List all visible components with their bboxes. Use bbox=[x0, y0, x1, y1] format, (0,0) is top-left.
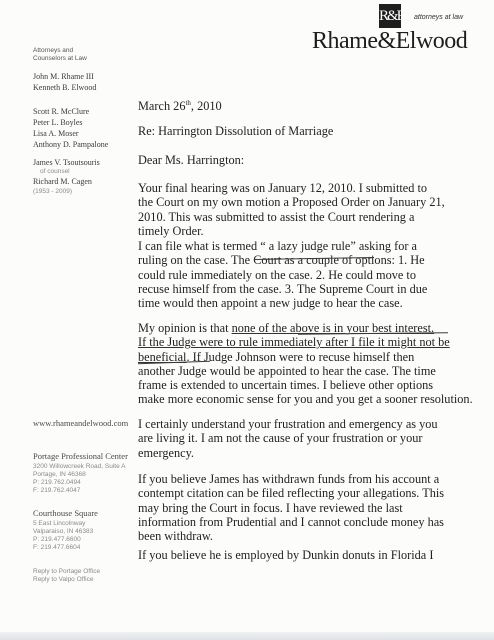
associate-name: Lisa A. Moser bbox=[33, 129, 79, 138]
partner-name: John M. Rhame III bbox=[33, 72, 94, 81]
partners-list bbox=[33, 71, 96, 93]
reply-to-options bbox=[33, 568, 100, 584]
address-line: F: 219.477.6604 bbox=[33, 544, 81, 551]
text-span: My opinion is that bbox=[138, 321, 232, 335]
text-line: Your final hearing was on January 12, 2010. I submitted to bbox=[138, 181, 428, 195]
address-line: Portage, IN 46368 bbox=[33, 471, 86, 478]
office-portage-title: Portage Professional Center bbox=[33, 451, 128, 461]
text-line: recuse himself from the case. 3. The Supreme Court in due bbox=[138, 281, 428, 296]
text-line: If you believe James has withdrawn funds from his account a bbox=[138, 472, 440, 486]
date-year: , 2010 bbox=[190, 99, 222, 114]
paragraph-4 bbox=[138, 417, 438, 460]
text-line: If you believe he is employed by Dunkin donuts in Florida I bbox=[138, 548, 434, 562]
underlined-text: beneficial bbox=[138, 349, 187, 364]
text-line: I certainly understand your frustration and emergency as you bbox=[138, 417, 438, 431]
of-counsel-name: James V. Tsoutsouris bbox=[33, 158, 100, 167]
paragraph-6 bbox=[138, 548, 433, 562]
paragraph-1 bbox=[138, 181, 445, 238]
firm-name: Rhame&Elwood bbox=[312, 28, 468, 54]
date-ordinal: th bbox=[185, 99, 191, 107]
text-span: asking for a bbox=[355, 239, 417, 253]
text-line: ruling on the case. The Court as a couple of options: 1. He bbox=[138, 253, 425, 268]
text-line: another Judge would be appointed to hear the case. The time bbox=[138, 363, 436, 378]
text-line: contempt citation can be filed reflecting your allegations. This bbox=[138, 486, 445, 501]
text-line: 2010. This was submitted to assist the Court rendering a bbox=[138, 209, 415, 224]
associate-name: Peter L. Boyles bbox=[33, 118, 83, 127]
office-valpo-title: Courthouse Square bbox=[33, 508, 98, 518]
date-text: March 26 bbox=[138, 99, 186, 114]
text-line: could rule immediately on the case. 2. He could move to bbox=[138, 267, 416, 282]
firm-tagline: attorneys at law bbox=[414, 14, 464, 21]
text-line: the Court on my own motion a Proposed Order on January 21, bbox=[138, 195, 445, 210]
office-portage-address bbox=[33, 463, 126, 495]
associate-name: Anthony D. Pampalone bbox=[33, 140, 109, 149]
reply-portage-option: Reply to Portage Office bbox=[33, 568, 101, 575]
partner-name: Kenneth B. Elwood bbox=[33, 83, 97, 92]
letter-salutation: Dear Ms. Harrington: bbox=[138, 153, 245, 167]
address-line: 5 East Lincolnway bbox=[33, 520, 86, 527]
letter-subject: Re: Harrington Dissolution of Marriage bbox=[138, 124, 334, 138]
address-line: 3200 Willowcreek Road, Suite A bbox=[33, 463, 126, 470]
firm-website[interactable]: www.rhameandelwood.com bbox=[33, 418, 129, 428]
late-partner-name: Richard M. Cagen bbox=[33, 177, 92, 186]
text-line: been withdraw. bbox=[138, 529, 214, 544]
text-span: I can file what is termed bbox=[138, 239, 261, 253]
address-line: Valparaiso, IN 46383 bbox=[33, 528, 94, 535]
associates-list bbox=[33, 106, 108, 150]
of-counsel-label: of counsel bbox=[40, 168, 70, 175]
paragraph-2 bbox=[138, 239, 427, 310]
text-span: . If Judge Johnson were to recuse himself then bbox=[186, 349, 415, 364]
address-line: P: 219.477.6600 bbox=[33, 536, 81, 543]
late-partner-years: (1953 - 2009) bbox=[33, 188, 73, 195]
address-line: P: 219.762.0494 bbox=[33, 479, 81, 486]
text-line: time would then appoint a new judge to hear the case. bbox=[138, 296, 403, 311]
text-line: frame is extended to uncertain times. I believe other options bbox=[138, 378, 434, 393]
paragraph-5 bbox=[138, 472, 444, 543]
descriptor-line: Attorneys and bbox=[33, 47, 74, 54]
quoted-term: “ a lazy judge rule” bbox=[260, 239, 356, 253]
text-line: emergency. bbox=[138, 445, 194, 460]
text-line: are living it. I am not the cause of your frustration or your bbox=[138, 431, 423, 446]
reply-valpo-option: Reply to Valpo Office bbox=[33, 576, 94, 583]
text-line: timely Order. bbox=[138, 223, 204, 238]
page-edge bbox=[0, 632, 494, 640]
associate-name: Scott R. McClure bbox=[33, 107, 90, 116]
firm-descriptor bbox=[33, 47, 87, 63]
text-line: may bring the Court in focus. I have reviewed the last bbox=[138, 500, 403, 515]
address-line: F: 219.762.4047 bbox=[33, 487, 81, 494]
descriptor-line: Counselors at Law bbox=[33, 55, 87, 62]
text-line: If the Judge were to rule immediately after I file it might not be bbox=[138, 335, 450, 350]
letter-date bbox=[138, 96, 222, 113]
text-line bbox=[138, 239, 427, 253]
office-valpo-address bbox=[33, 520, 93, 552]
underlined-text: none of the above is in your best interest. bbox=[231, 321, 435, 335]
firm-logo-mark: R&E bbox=[379, 4, 401, 28]
text-line: make more economic sense for you and you get a sooner resolution. bbox=[138, 392, 473, 407]
text-line: information from Prudential and I cannot conclude money has bbox=[138, 514, 444, 529]
